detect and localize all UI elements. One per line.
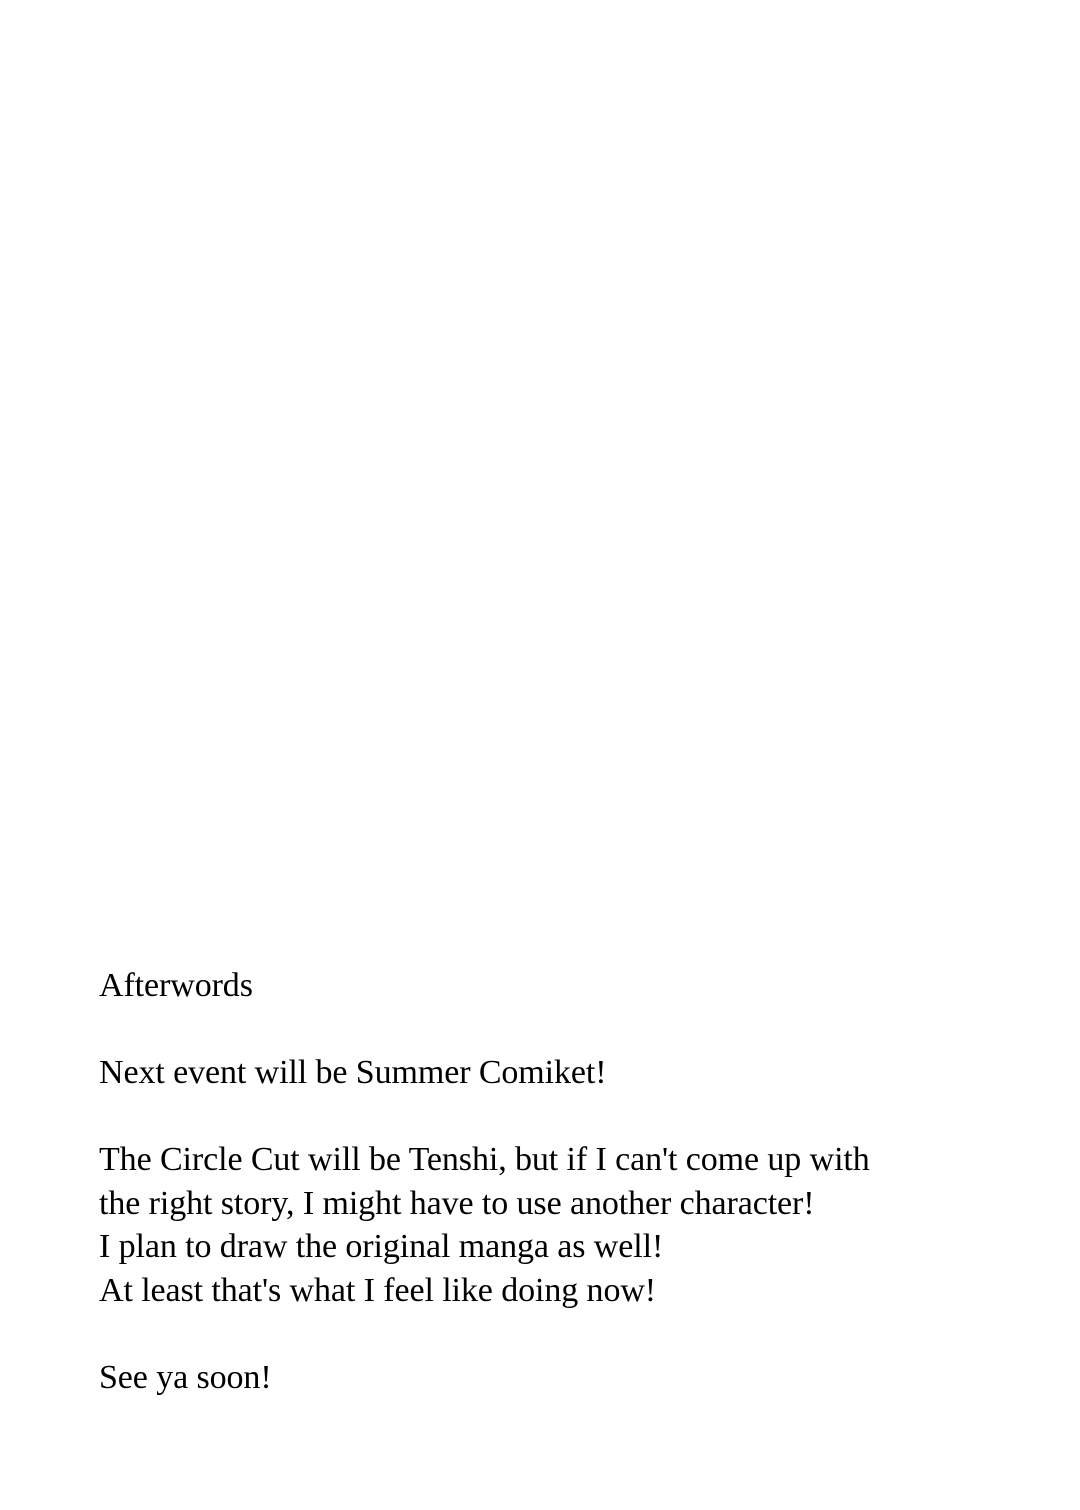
paragraph-line: The Circle Cut will be Tenshi, but if I can't come up with [99, 1141, 870, 1178]
paragraph-spacer [99, 1008, 999, 1052]
paragraph-line: Next event will be Summer Comiket! [99, 1054, 607, 1091]
afterwords-text [99, 964, 999, 1399]
paragraph-spacer [99, 1095, 999, 1139]
paragraph-line: At least that's what I feel like doing now! [99, 1271, 657, 1309]
page-title: Afterwords [99, 967, 253, 1004]
paragraph-spacer [99, 1312, 999, 1356]
closing-line: See ya soon! [99, 1358, 272, 1396]
paragraph-line: I plan to draw the original manga as well! [99, 1228, 664, 1265]
paragraph-line: the right story, I might have to use another character! [99, 1184, 815, 1222]
